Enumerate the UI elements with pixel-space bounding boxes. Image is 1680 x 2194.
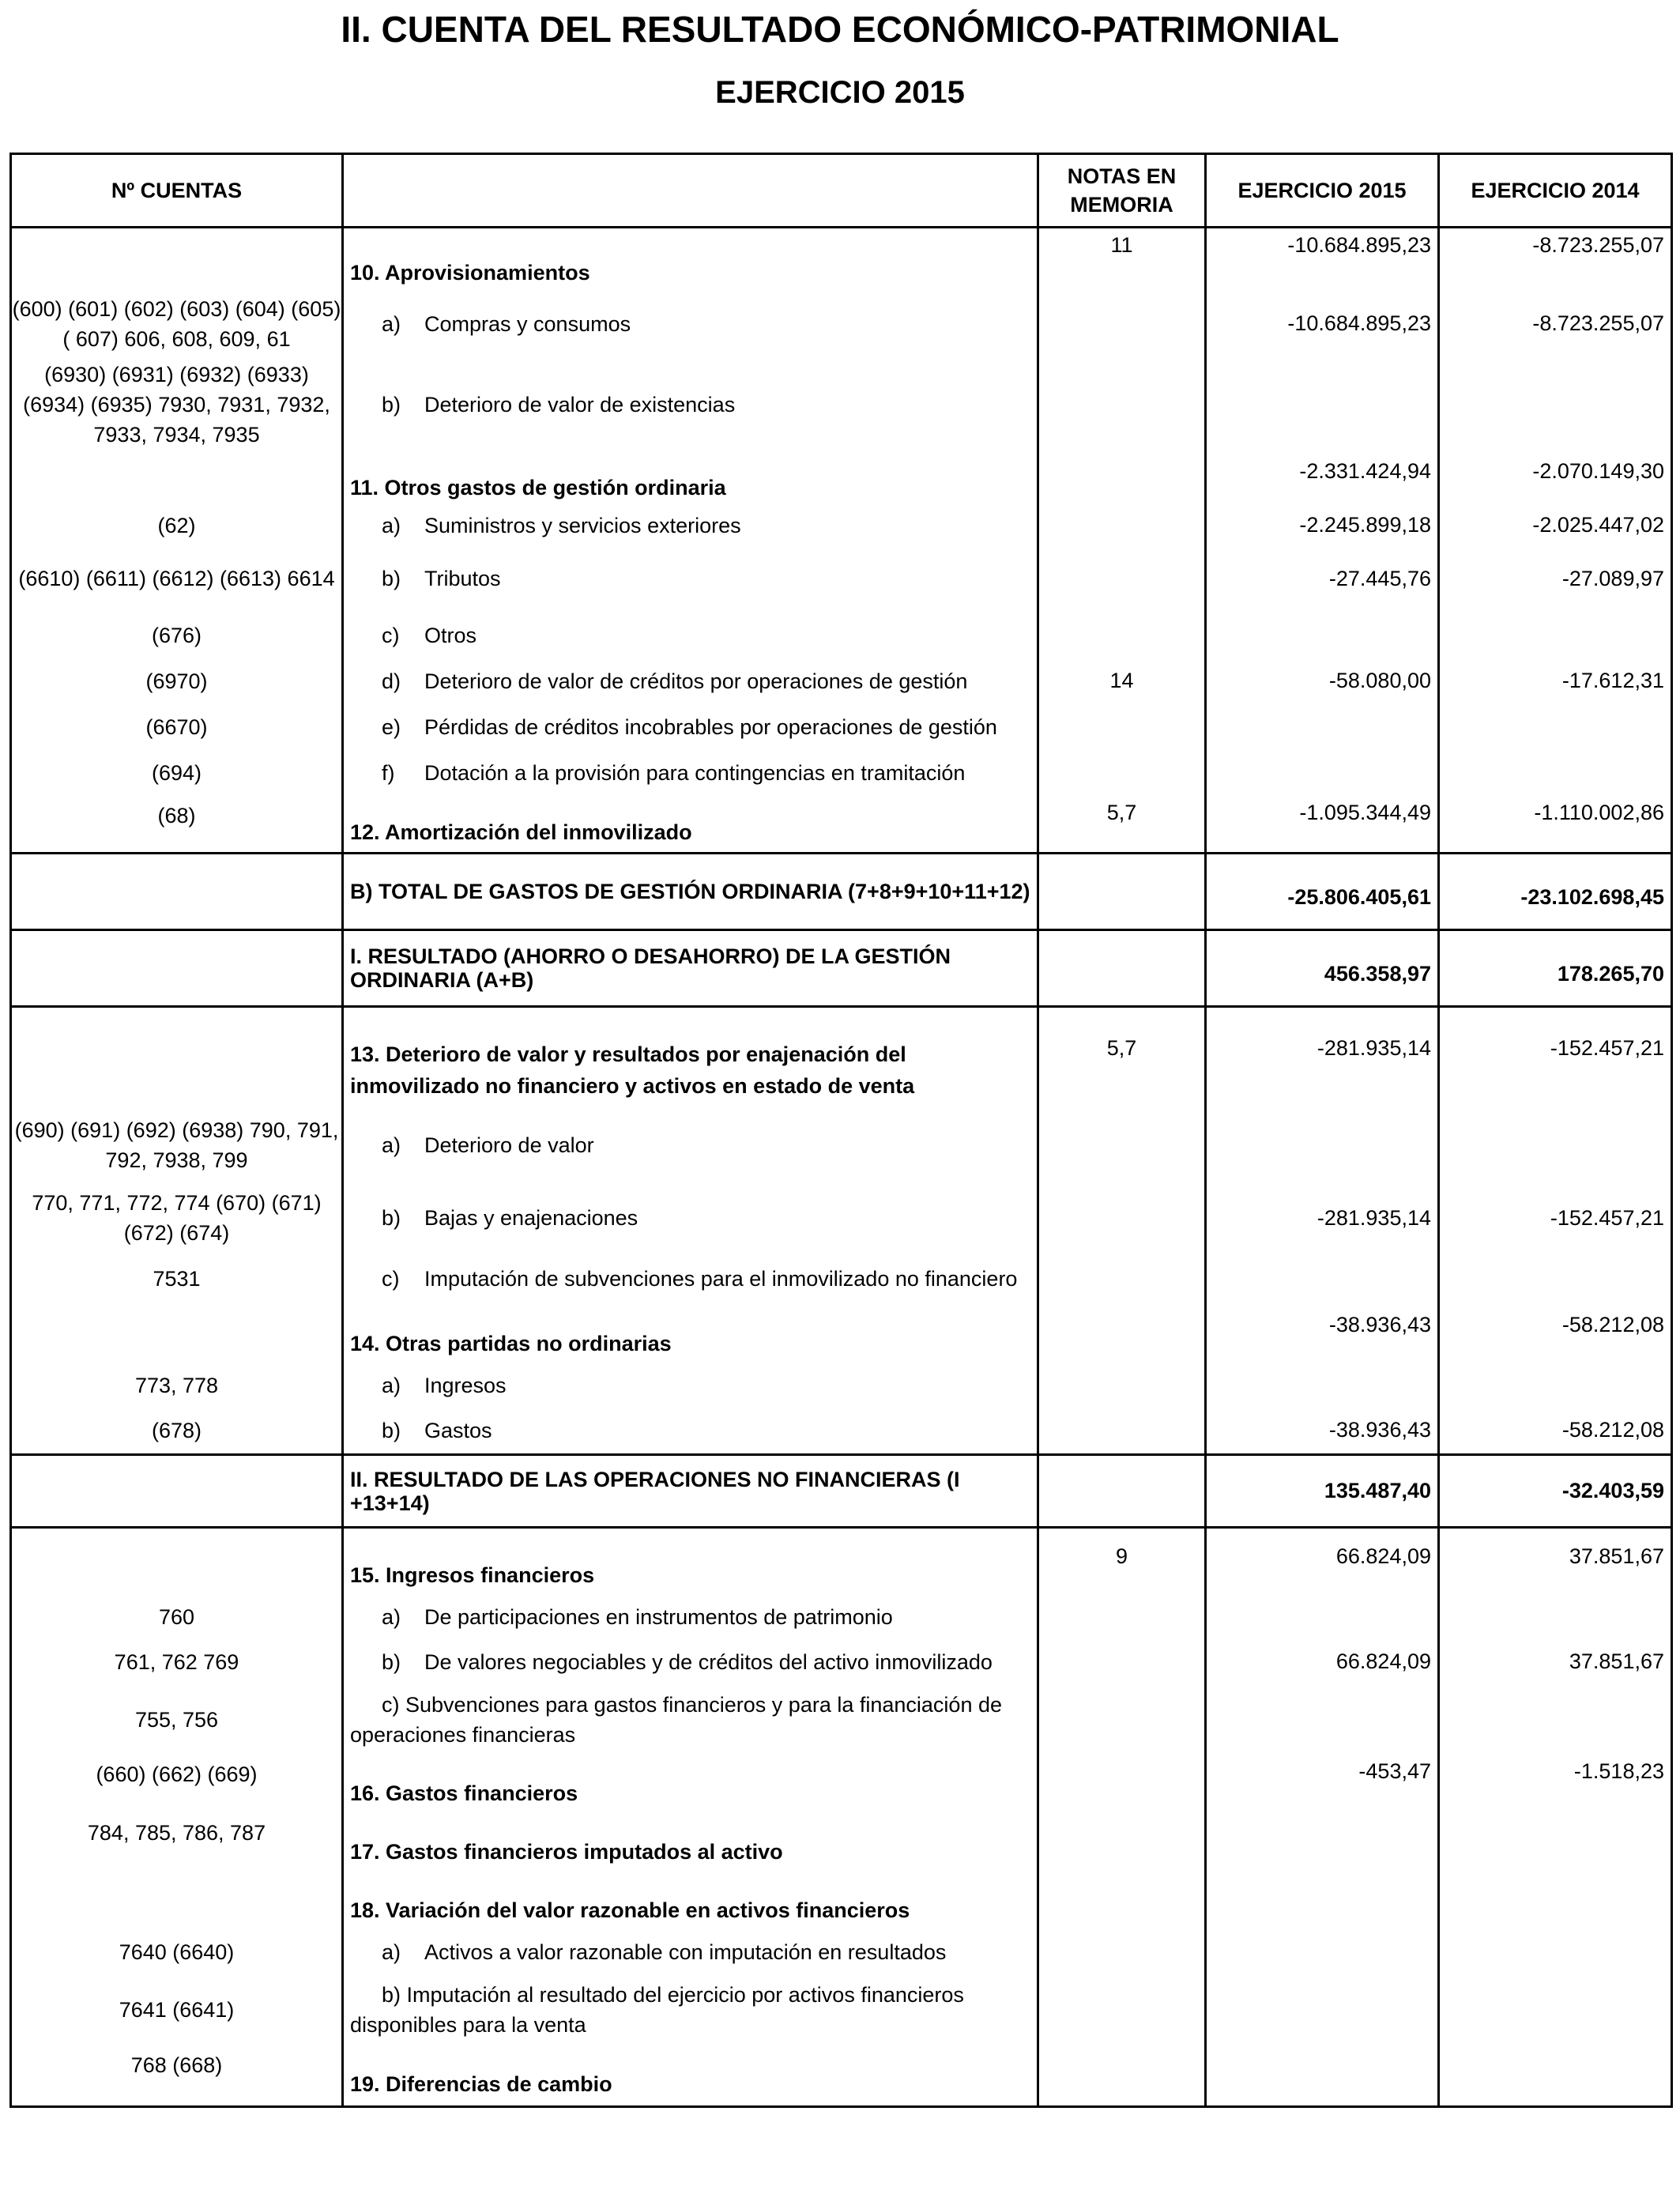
row-ej2015: -10.684.895,23 bbox=[1206, 292, 1439, 356]
row-cuentas bbox=[11, 1528, 343, 1595]
row-ej2014 bbox=[1439, 1595, 1672, 1639]
table-row bbox=[11, 704, 1672, 750]
row-ej2014 bbox=[1439, 1872, 1672, 1930]
table-row bbox=[11, 454, 1672, 506]
table-row bbox=[11, 1363, 1672, 1408]
row-notas bbox=[1038, 1595, 1206, 1639]
row-ej2015: -281.935,14 bbox=[1206, 1181, 1439, 1256]
row-ej2015 bbox=[1206, 1930, 1439, 1974]
results-table bbox=[9, 153, 1673, 2108]
row-ej2014: -1.110.002,86 bbox=[1439, 796, 1672, 854]
row-notas bbox=[1038, 1639, 1206, 1685]
row-cuentas: 7640 (6640) bbox=[11, 1930, 343, 1974]
row-label: b) Deterioro de valor de existencias bbox=[343, 356, 1038, 454]
row-notas bbox=[1038, 356, 1206, 454]
row-cuentas: 7531 bbox=[11, 1256, 343, 1302]
row-ej2015: -38.936,43 bbox=[1206, 1408, 1439, 1455]
table-row bbox=[11, 1639, 1672, 1685]
row-label: a) Ingresos bbox=[343, 1363, 1038, 1408]
row-notas bbox=[1038, 1110, 1206, 1181]
row-ej2015 bbox=[1206, 1110, 1439, 1181]
table-row bbox=[11, 750, 1672, 796]
table-row bbox=[11, 1256, 1672, 1302]
row-label: f) Dotación a la provisión para contingencias en tramitación bbox=[343, 750, 1038, 796]
header-ej2015: EJERCICIO 2015 bbox=[1206, 154, 1439, 228]
row-label: 12. Amortización del inmovilizado bbox=[343, 796, 1038, 854]
row-notas bbox=[1038, 1685, 1206, 1755]
row-label: b) Gastos bbox=[343, 1408, 1038, 1455]
row-cuentas: 761, 762 769 bbox=[11, 1639, 343, 1685]
row-notas: 5,7 bbox=[1038, 796, 1206, 854]
row-label: 11. Otros gastos de gestión ordinaria bbox=[343, 454, 1038, 506]
row-label: b) Tributos bbox=[343, 545, 1038, 613]
row-cuentas: (6670) bbox=[11, 704, 343, 750]
row-notas bbox=[1038, 545, 1206, 613]
row-label: I. RESULTADO (AHORRO O DESAHORRO) DE LA GESTIÓN ORDINARIA (A+B) bbox=[343, 930, 1038, 1007]
table-header bbox=[11, 154, 1672, 228]
row-ej2014: -17.612,31 bbox=[1439, 658, 1672, 704]
row-ej2014: 37.851,67 bbox=[1439, 1528, 1672, 1595]
table-row bbox=[11, 506, 1672, 545]
row-notas bbox=[1038, 1363, 1206, 1408]
row-ej2015: -58.080,00 bbox=[1206, 658, 1439, 704]
row-cuentas: (676) bbox=[11, 613, 343, 658]
table-row bbox=[11, 228, 1672, 292]
row-notas: 9 bbox=[1038, 1528, 1206, 1595]
row-ej2015: 456.358,97 bbox=[1206, 930, 1439, 1007]
row-ej2015 bbox=[1206, 1974, 1439, 2045]
header-ej2014: EJERCICIO 2014 bbox=[1439, 154, 1672, 228]
row-cuentas: 768 (668) bbox=[11, 2045, 343, 2107]
table-row bbox=[11, 1685, 1672, 1755]
row-cuentas bbox=[11, 1872, 343, 1930]
row-ej2014 bbox=[1439, 704, 1672, 750]
table-row bbox=[11, 658, 1672, 704]
row-ej2014 bbox=[1439, 1363, 1672, 1408]
row-ej2014: -27.089,97 bbox=[1439, 545, 1672, 613]
row-label: B) TOTAL DE GASTOS DE GESTIÓN ORDINARIA (7+8+9+10+11+12) bbox=[343, 854, 1038, 930]
row-ej2014 bbox=[1439, 1974, 1672, 2045]
row-notas bbox=[1038, 1181, 1206, 1256]
row-label: a) Activos a valor razonable con imputación en resultados bbox=[343, 1930, 1038, 1974]
row-label: II. RESULTADO DE LAS OPERACIONES NO FINANCIERAS (I +13+14) bbox=[343, 1455, 1038, 1528]
row-notas bbox=[1038, 613, 1206, 658]
row-ej2015: 66.824,09 bbox=[1206, 1528, 1439, 1595]
row-cuentas: (600) (601) (602) (603) (604) (605) ( 607) 606, 608, 609, 61 bbox=[11, 292, 343, 356]
row-ej2014 bbox=[1439, 1813, 1672, 1872]
row-ej2015: -27.445,76 bbox=[1206, 545, 1439, 613]
row-label: 15. Ingresos financieros bbox=[343, 1528, 1038, 1595]
row-ej2014: -152.457,21 bbox=[1439, 1007, 1672, 1110]
row-cuentas: 760 bbox=[11, 1595, 343, 1639]
row-label: b) Imputación al resultado del ejercicio por activos financieros disponibles para la venta bbox=[343, 1974, 1038, 2045]
row-label: a) De participaciones en instrumentos de patrimonio bbox=[343, 1595, 1038, 1639]
row-ej2015: -453,47 bbox=[1206, 1755, 1439, 1813]
table-row bbox=[11, 1181, 1672, 1256]
row-label: 18. Variación del valor razonable en activos financieros bbox=[343, 1872, 1038, 1930]
row-cuentas bbox=[11, 1007, 343, 1110]
row-ej2014: -58.212,08 bbox=[1439, 1408, 1672, 1455]
table-row bbox=[11, 1595, 1672, 1639]
row-cuentas: (6610) (6611) (6612) (6613) 6614 bbox=[11, 545, 343, 613]
row-ej2015: -2.331.424,94 bbox=[1206, 454, 1439, 506]
row-ej2015 bbox=[1206, 750, 1439, 796]
table-row bbox=[11, 1302, 1672, 1363]
row-cuentas: (694) bbox=[11, 750, 343, 796]
row-label: 19. Diferencias de cambio bbox=[343, 2045, 1038, 2107]
table-row bbox=[11, 545, 1672, 613]
row-label: a) Deterioro de valor bbox=[343, 1110, 1038, 1181]
row-ej2014: -58.212,08 bbox=[1439, 1302, 1672, 1363]
row-ej2014 bbox=[1439, 613, 1672, 658]
row-ej2014: -2.025.447,02 bbox=[1439, 506, 1672, 545]
row-cuentas: (690) (691) (692) (6938) 790, 791, 792, 7938, 799 bbox=[11, 1110, 343, 1181]
row-label: d) Deterioro de valor de créditos por operaciones de gestión bbox=[343, 658, 1038, 704]
row-ej2014 bbox=[1439, 1930, 1672, 1974]
table-row bbox=[11, 2045, 1672, 2107]
row-ej2014: -32.403,59 bbox=[1439, 1455, 1672, 1528]
row-label: 14. Otras partidas no ordinarias bbox=[343, 1302, 1038, 1363]
row-ej2015 bbox=[1206, 1685, 1439, 1755]
row-cuentas: 770, 771, 772, 774 (670) (671) (672) (674) bbox=[11, 1181, 343, 1256]
row-cuentas: 755, 756 bbox=[11, 1685, 343, 1755]
row-ej2015 bbox=[1206, 1256, 1439, 1302]
row-label: b) De valores negociables y de créditos del activo inmovilizado bbox=[343, 1639, 1038, 1685]
total-row bbox=[11, 930, 1672, 1007]
row-notas bbox=[1038, 454, 1206, 506]
row-cuentas: (6930) (6931) (6932) (6933) (6934) (6935) 7930, 7931, 7932, 7933, 7934, 7935 bbox=[11, 356, 343, 454]
table-row bbox=[11, 1408, 1672, 1455]
row-ej2015 bbox=[1206, 1813, 1439, 1872]
row-ej2015: -25.806.405,61 bbox=[1206, 854, 1439, 930]
table-row bbox=[11, 1930, 1672, 1974]
row-cuentas: (68) bbox=[11, 796, 343, 854]
row-cuentas: (678) bbox=[11, 1408, 343, 1455]
row-label: 16. Gastos financieros bbox=[343, 1755, 1038, 1813]
row-ej2015: -2.245.899,18 bbox=[1206, 506, 1439, 545]
row-notas bbox=[1038, 1930, 1206, 1974]
table-row bbox=[11, 1813, 1672, 1872]
page-subtitle: EJERCICIO 2015 bbox=[715, 75, 965, 110]
row-ej2014 bbox=[1439, 750, 1672, 796]
table-row bbox=[11, 1110, 1672, 1181]
header-cuentas: Nº CUENTAS bbox=[11, 154, 343, 228]
row-notas: 5,7 bbox=[1038, 1007, 1206, 1110]
row-label: c) Subvenciones para gastos financieros y para la financiación de operaciones financieras bbox=[343, 1685, 1038, 1755]
row-label: c) Otros bbox=[343, 613, 1038, 658]
row-ej2015 bbox=[1206, 1595, 1439, 1639]
row-ej2015 bbox=[1206, 1872, 1439, 1930]
row-ej2015 bbox=[1206, 1363, 1439, 1408]
row-ej2014: 37.851,67 bbox=[1439, 1639, 1672, 1685]
header-notas: NOTAS EN MEMORIA bbox=[1038, 154, 1206, 228]
table-row bbox=[11, 292, 1672, 356]
row-ej2015: -1.095.344,49 bbox=[1206, 796, 1439, 854]
table-row bbox=[11, 1974, 1672, 2045]
row-notas: 11 bbox=[1038, 228, 1206, 292]
row-label: 17. Gastos financieros imputados al activo bbox=[343, 1813, 1038, 1872]
row-notas bbox=[1038, 292, 1206, 356]
table-row bbox=[11, 613, 1672, 658]
row-ej2015: 135.487,40 bbox=[1206, 1455, 1439, 1528]
row-cuentas: 784, 785, 786, 787 bbox=[11, 1813, 343, 1872]
row-label: 10. Aprovisionamientos bbox=[343, 228, 1038, 292]
row-ej2014 bbox=[1439, 1110, 1672, 1181]
row-cuentas bbox=[11, 1302, 343, 1363]
row-ej2014 bbox=[1439, 2045, 1672, 2107]
row-notas bbox=[1038, 1872, 1206, 1930]
total-row bbox=[11, 854, 1672, 930]
row-ej2015: 66.824,09 bbox=[1206, 1639, 1439, 1685]
table-row bbox=[11, 1007, 1672, 1110]
total-row bbox=[11, 1455, 1672, 1528]
row-notas: 14 bbox=[1038, 658, 1206, 704]
row-ej2014 bbox=[1439, 1685, 1672, 1755]
row-cuentas: 773, 778 bbox=[11, 1363, 343, 1408]
row-notas bbox=[1038, 1408, 1206, 1455]
row-notas bbox=[1038, 1302, 1206, 1363]
row-notas bbox=[1038, 704, 1206, 750]
row-cuentas: (660) (662) (669) bbox=[11, 1755, 343, 1813]
row-ej2015 bbox=[1206, 2045, 1439, 2107]
row-label: 13. Deterioro de valor y resultados por enajenación del inmovilizado no financiero y activos en estado de venta bbox=[343, 1007, 1038, 1110]
row-notas bbox=[1038, 1813, 1206, 1872]
row-label: c) Imputación de subvenciones para el inmovilizado no financiero bbox=[343, 1256, 1038, 1302]
row-ej2014: 178.265,70 bbox=[1439, 930, 1672, 1007]
header-concepto bbox=[343, 154, 1038, 228]
row-ej2014: -8.723.255,07 bbox=[1439, 228, 1672, 292]
row-ej2014: -8.723.255,07 bbox=[1439, 292, 1672, 356]
row-ej2015: -10.684.895,23 bbox=[1206, 228, 1439, 292]
row-cuentas bbox=[11, 228, 343, 292]
table-row bbox=[11, 796, 1672, 854]
row-ej2015 bbox=[1206, 613, 1439, 658]
table-row bbox=[11, 1872, 1672, 1930]
table-row bbox=[11, 356, 1672, 454]
row-notas bbox=[1038, 750, 1206, 796]
row-ej2014: -1.518,23 bbox=[1439, 1755, 1672, 1813]
row-notas bbox=[1038, 1256, 1206, 1302]
row-ej2014 bbox=[1439, 1256, 1672, 1302]
row-ej2014: -2.070.149,30 bbox=[1439, 454, 1672, 506]
row-label: a) Compras y consumos bbox=[343, 292, 1038, 356]
table-row bbox=[11, 1755, 1672, 1813]
row-cuentas: (62) bbox=[11, 506, 343, 545]
row-ej2014 bbox=[1439, 356, 1672, 454]
row-cuentas: 7641 (6641) bbox=[11, 1974, 343, 2045]
row-ej2015: -281.935,14 bbox=[1206, 1007, 1439, 1110]
row-ej2014: -23.102.698,45 bbox=[1439, 854, 1672, 930]
row-label: a) Suministros y servicios exteriores bbox=[343, 506, 1038, 545]
row-ej2015 bbox=[1206, 704, 1439, 750]
row-notas bbox=[1038, 506, 1206, 545]
row-ej2015 bbox=[1206, 356, 1439, 454]
row-cuentas: (6970) bbox=[11, 658, 343, 704]
table-row bbox=[11, 1528, 1672, 1595]
row-label: b) Bajas y enajenaciones bbox=[343, 1181, 1038, 1256]
row-notas bbox=[1038, 1974, 1206, 2045]
row-notas bbox=[1038, 2045, 1206, 2107]
row-ej2014: -152.457,21 bbox=[1439, 1181, 1672, 1256]
page-title: II. CUENTA DEL RESULTADO ECONÓMICO-PATRIMONIAL bbox=[341, 9, 1339, 50]
row-ej2015: -38.936,43 bbox=[1206, 1302, 1439, 1363]
row-label: e) Pérdidas de créditos incobrables por operaciones de gestión bbox=[343, 704, 1038, 750]
row-notas bbox=[1038, 1755, 1206, 1813]
row-cuentas bbox=[11, 454, 343, 506]
